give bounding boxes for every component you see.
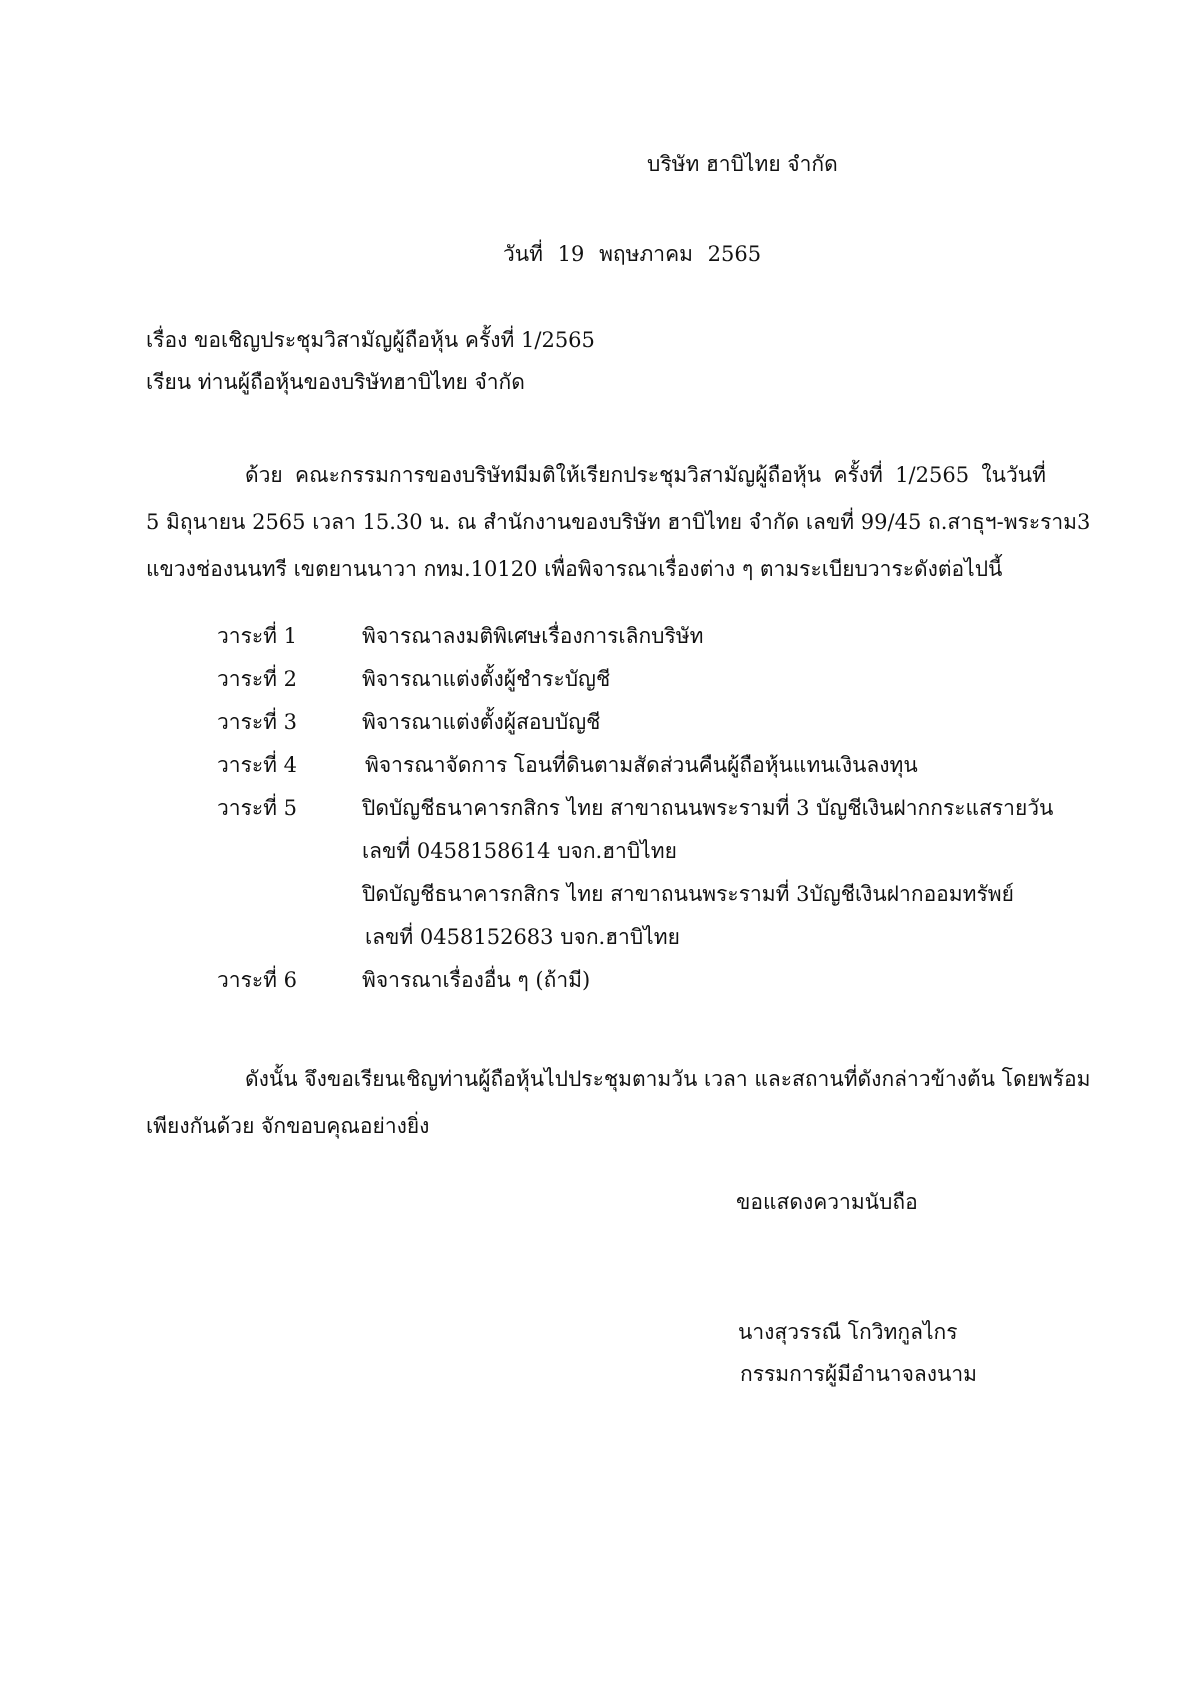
agenda-label: วาระที่ 3 bbox=[217, 710, 298, 734]
signer-name: นางสุวรรณี โกวิทกูลไกร bbox=[738, 1320, 958, 1344]
agenda-text: ปิดบัญชีธนาคารกสิกร ไทย สาขาถนนพระรามที่ 3 บัญชีเงินฝากกระแสรายวัน bbox=[362, 796, 1054, 820]
agenda-text: พิจารณาลงมติพิเศษเรื่องการเลิกบริษัท bbox=[362, 624, 704, 648]
closing-line: เพียงกันด้วย จักขอบคุณอย่างยิ่ง bbox=[146, 1114, 430, 1138]
agenda-label: วาระที่ 1 bbox=[217, 624, 298, 648]
agenda-label: วาระที่ 2 bbox=[217, 667, 298, 691]
letter-salutation: เรียน ท่านผู้ถือหุ้นของบริษัทฮาบิไทย จำกัด bbox=[146, 370, 525, 394]
agenda-text: พิจารณาแต่งตั้งผู้ชำระบัญชี bbox=[362, 667, 611, 691]
letter-subject: เรื่อง ขอเชิญประชุมวิสามัญผู้ถือหุ้น ครั้งที่ 1/2565 bbox=[146, 328, 595, 352]
agenda-label: วาระที่ 6 bbox=[217, 968, 298, 992]
signer-title: กรรมการผู้มีอำนาจลงนาม bbox=[740, 1362, 978, 1386]
agenda-text: ปิดบัญชีธนาคารกสิกร ไทย สาขาถนนพระรามที่ 3บัญชีเงินฝากออมทรัพย์ bbox=[362, 882, 1014, 906]
body-line: แขวงช่องนนทรี เขตยานนาวา กทม.10120 เพื่อพิจารณาเรื่องต่าง ๆ ตามระเบียบวาระดังต่อไปนี้ bbox=[146, 557, 1003, 581]
letter-date: วันที่ 19 พฤษภาคม 2565 bbox=[503, 242, 762, 266]
agenda-text: เลขที่ 0458158614 บจก.ฮาบิไทย bbox=[362, 839, 677, 863]
body-paragraph bbox=[146, 452, 1091, 593]
body-line: 5 มิถุนายน 2565 เวลา 15.30 น. ณ สำนักงานของบริษัท ฮาบิไทย จำกัด เลขที่ 99/45 ถ.สาธุฯ-พระราม3 bbox=[146, 510, 1091, 534]
agenda-text: เลขที่ 0458152683 บจก.ฮาบิไทย bbox=[365, 925, 680, 949]
agenda-label: วาระที่ 4 bbox=[217, 753, 298, 777]
body-line: ด้วย คณะกรรมการของบริษัทมีมติให้เรียกประชุมวิสามัญผู้ถือหุ้น ครั้งที่ 1/2565 ในวันที่ bbox=[245, 463, 1046, 487]
regards-text: ขอแสดงความนับถือ bbox=[736, 1190, 918, 1214]
agenda-text: พิจารณาจัดการ โอนที่ดินตามสัดส่วนคืนผู้ถือหุ้นแทนเงินลงทุน bbox=[365, 753, 918, 777]
agenda-text: พิจารณาเรื่องอื่น ๆ (ถ้ามี) bbox=[362, 968, 591, 992]
agenda-label: วาระที่ 5 bbox=[217, 796, 298, 820]
closing-paragraph bbox=[146, 1056, 1091, 1150]
closing-line: ดังนั้น จึงขอเรียนเชิญท่านผู้ถือหุ้นไปประชุมตามวัน เวลา และสถานที่ดังกล่าวข้างต้น โดยพร้อม bbox=[245, 1067, 1091, 1091]
company-name: บริษัท ฮาบิไทย จำกัด bbox=[647, 152, 838, 176]
agenda-text: พิจารณาแต่งตั้งผู้สอบบัญชี bbox=[362, 710, 601, 734]
